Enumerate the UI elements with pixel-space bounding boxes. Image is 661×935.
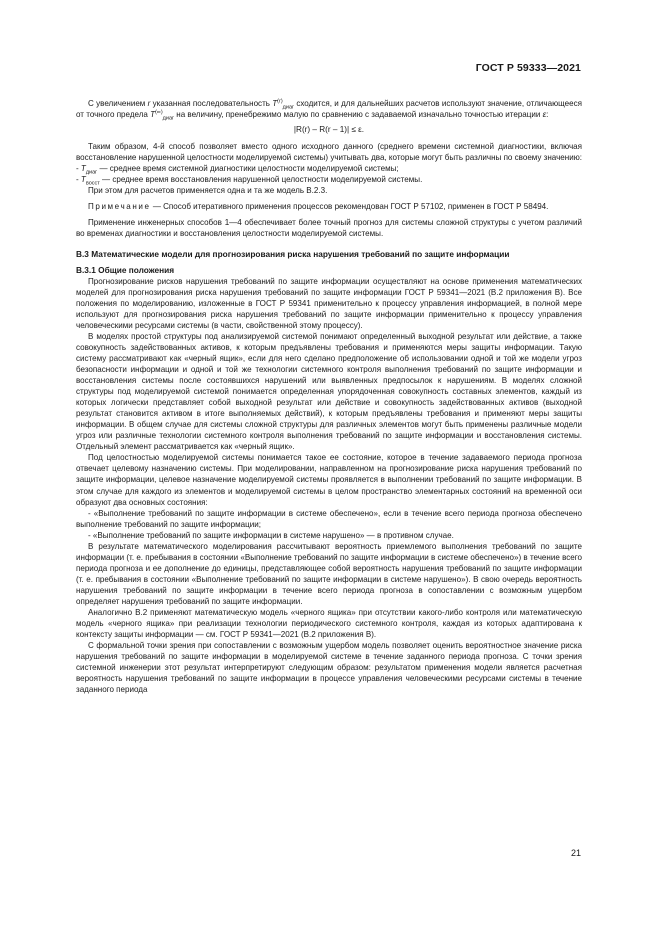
- paragraph-modeling-result: В результате математического моделирования рассчитывают вероятность приемлемого выполнения требований по защите информации (т. е. пребывания в состоянии «Выполнение требований по защите информации в системе обеспечено») в течение всего периода прогноза и ее дополнение до единицы, представляющее собой вероятность нарушения требований по защите информации (т. е. пребывания в состоянии «Выполнение требований по защите информации в системе нарушено»). В свою очередь вероятность нарушения требований по защите информации в течение всего периода прогноза в сопоставлении с возможным ущербом определяет нарушения требований по защите информации.: [76, 541, 582, 606]
- paragraph-method-4: Таким образом, 4-й способ позволяет вместо одного исходного данного (среднего времени системной диагностики, включая восстановление нарушенной целостности моделируемой системы) учитывать два, которые могут быть различны по своему значению:: [76, 142, 582, 163]
- symbol-t-diag-inf: $T^{(\infty)}_{диаг}$: [150, 109, 175, 122]
- list-item-t-diag: - $T_{диаг}$ — среднее время системной диагностики целостности моделируемой системы;: [76, 164, 399, 176]
- paragraph-forecasting: Прогнозирование рисков нарушения требований по защите информации осуществляют на основе применения математических моделей для прогнозирования риска нарушения требований по защите информации ГОСТ Р 59341—2021 (В.2 приложения В). Все положения по моделированию, изложенные в ГОСТ Р 59341 применительно к процессу управления информацией, в полной мере используют для прогнозирования риска нарушения требований по защите информации применительно к процессу управления человеческими ресурсами системы (в части, свойственной этому процессу).: [76, 276, 582, 330]
- paragraph-simple-structure: В моделях простой структуры под анализируемой системой понимают определенный выходной результат или действие, а также совокупность задействованных активов, к которым предъявлены требования и применяются меры защиты информации. Такую систему рассматривают как «черный ящик», если для него сделано предположение об использовании одной и той же модели угроз безопасности информации и одной и той же технологии системного контроля выполнения требований по защите информации и восстановления системы после состоявшихся нарушений или выявленных предпосылок к нарушениям. В моделях сложной структуры под моделируемой системой понимается определенная упорядоченная совокупность составных элементов, каждый из которых логически представляет собой выходной результат или действие и совокупность задействованных активов (выходной результат становится активом в итоге выполняемых действий), к которым предъявлены требования и применяют меры защиты информации. В общем случае для системы сложной структуры для различных элементов могут быть применены различные модели угроз или различные технологии системного контроля выполнения требований по защите информации и восстановления системы. Отдельный элемент рассматривается как «черный ящик».: [76, 331, 582, 452]
- paragraph-formal-view: С формальной точки зрения при сопоставлении с возможным ущербом модель позволяет оценить вероятностное значение риска нарушения требований по защите информации в моделируемой системе в течение заданного периода прогноза. С точки зрения системной инженерии этот результат интерпретируют следующим образом: результатом применения модели является расчетная вероятность нарушения требований по защите информации в процессе управления человеческими ресурсами системы в течение заданного периода: [76, 641, 582, 695]
- subsection-heading-b31: В.3.1 Общие положения: [76, 264, 175, 275]
- page-content: [76, 98, 582, 695]
- paragraph-engineering-methods: Применение инженерных способов 1—4 обеспечивает более точный прогноз для системы сложной структуры с учетом различий во временах диагностики и восстановления целостности моделируемой системы.: [76, 218, 582, 239]
- paragraph-integrity: Под целостностью моделируемой системы понимается такое ее состояние, которое в течение задаваемого периода прогноза отвечает целевому назначению системы. При моделировании, направленном на прогнозирование риска нарушения требований по защите информации, целевое назначение моделируемой системы проявляется в выполнении требований по защите информации. В этом случае для каждого из элементов и моделируемой системы в целом пространство элементарных состояний на временной оси образуют два основных состояния:: [76, 453, 582, 507]
- list-item-state-ensured: - «Выполнение требований по защите информации в системе обеспечено», если в течение всего периода прогноза обеспечено выполнение требований по защите информации;: [76, 508, 582, 529]
- note-label: Примечание: [88, 202, 151, 212]
- document-id-header: ГОСТ Р 59333—2021: [475, 62, 581, 74]
- paragraph-model-b23: При этом для расчетов применяется одна и та же модель В.2.3.: [88, 186, 328, 196]
- page-number: 21: [570, 848, 581, 858]
- list-item-t-vosst: - $T_{восст}$ — среднее время восстановления нарушенной целостности моделируемой системы.: [76, 175, 423, 187]
- time-parameters-list: [76, 163, 582, 185]
- section-heading-b3: В.3 Математические модели для прогнозирования риска нарушения требований по защите информации: [76, 248, 510, 259]
- paragraph-black-box: Аналогично В.2 применяют математическую модель «черного ящика» при отсутствии какого-либо контроля или математическую модель «черного ящика» при реализации технологии периодического системного контроля, каждая из которых адаптирована к контексту защиты информации — см. ГОСТ Р 59341—2021 (В.2 приложения В).: [76, 608, 582, 640]
- convergence-formula: |R(r) – R(r – 1)| ≤ ε.: [293, 125, 365, 135]
- list-item-state-violated: - «Выполнение требований по защите информации в системе нарушено» — в противном случае.: [88, 530, 454, 540]
- symbol-t-diag-r: $T^{(r)}_{диаг}$: [272, 98, 295, 111]
- paragraph-iteration-convergence: С увеличением r указанная последовательность $T^{(r)}_{диаг}$ сходится, и для дальнейших расчетов используют значение, отличающееся от точного предела $T^{(\infty)}_{диаг}$ на величину, пренебрежимо малую по сравнению с задаваемой изначально точностью итерации ε:: [76, 98, 582, 122]
- note-paragraph: Примечание — Способ итеративного применения процессов рекомендован ГОСТ Р 57102, применен в ГОСТ Р 58494.: [88, 202, 549, 212]
